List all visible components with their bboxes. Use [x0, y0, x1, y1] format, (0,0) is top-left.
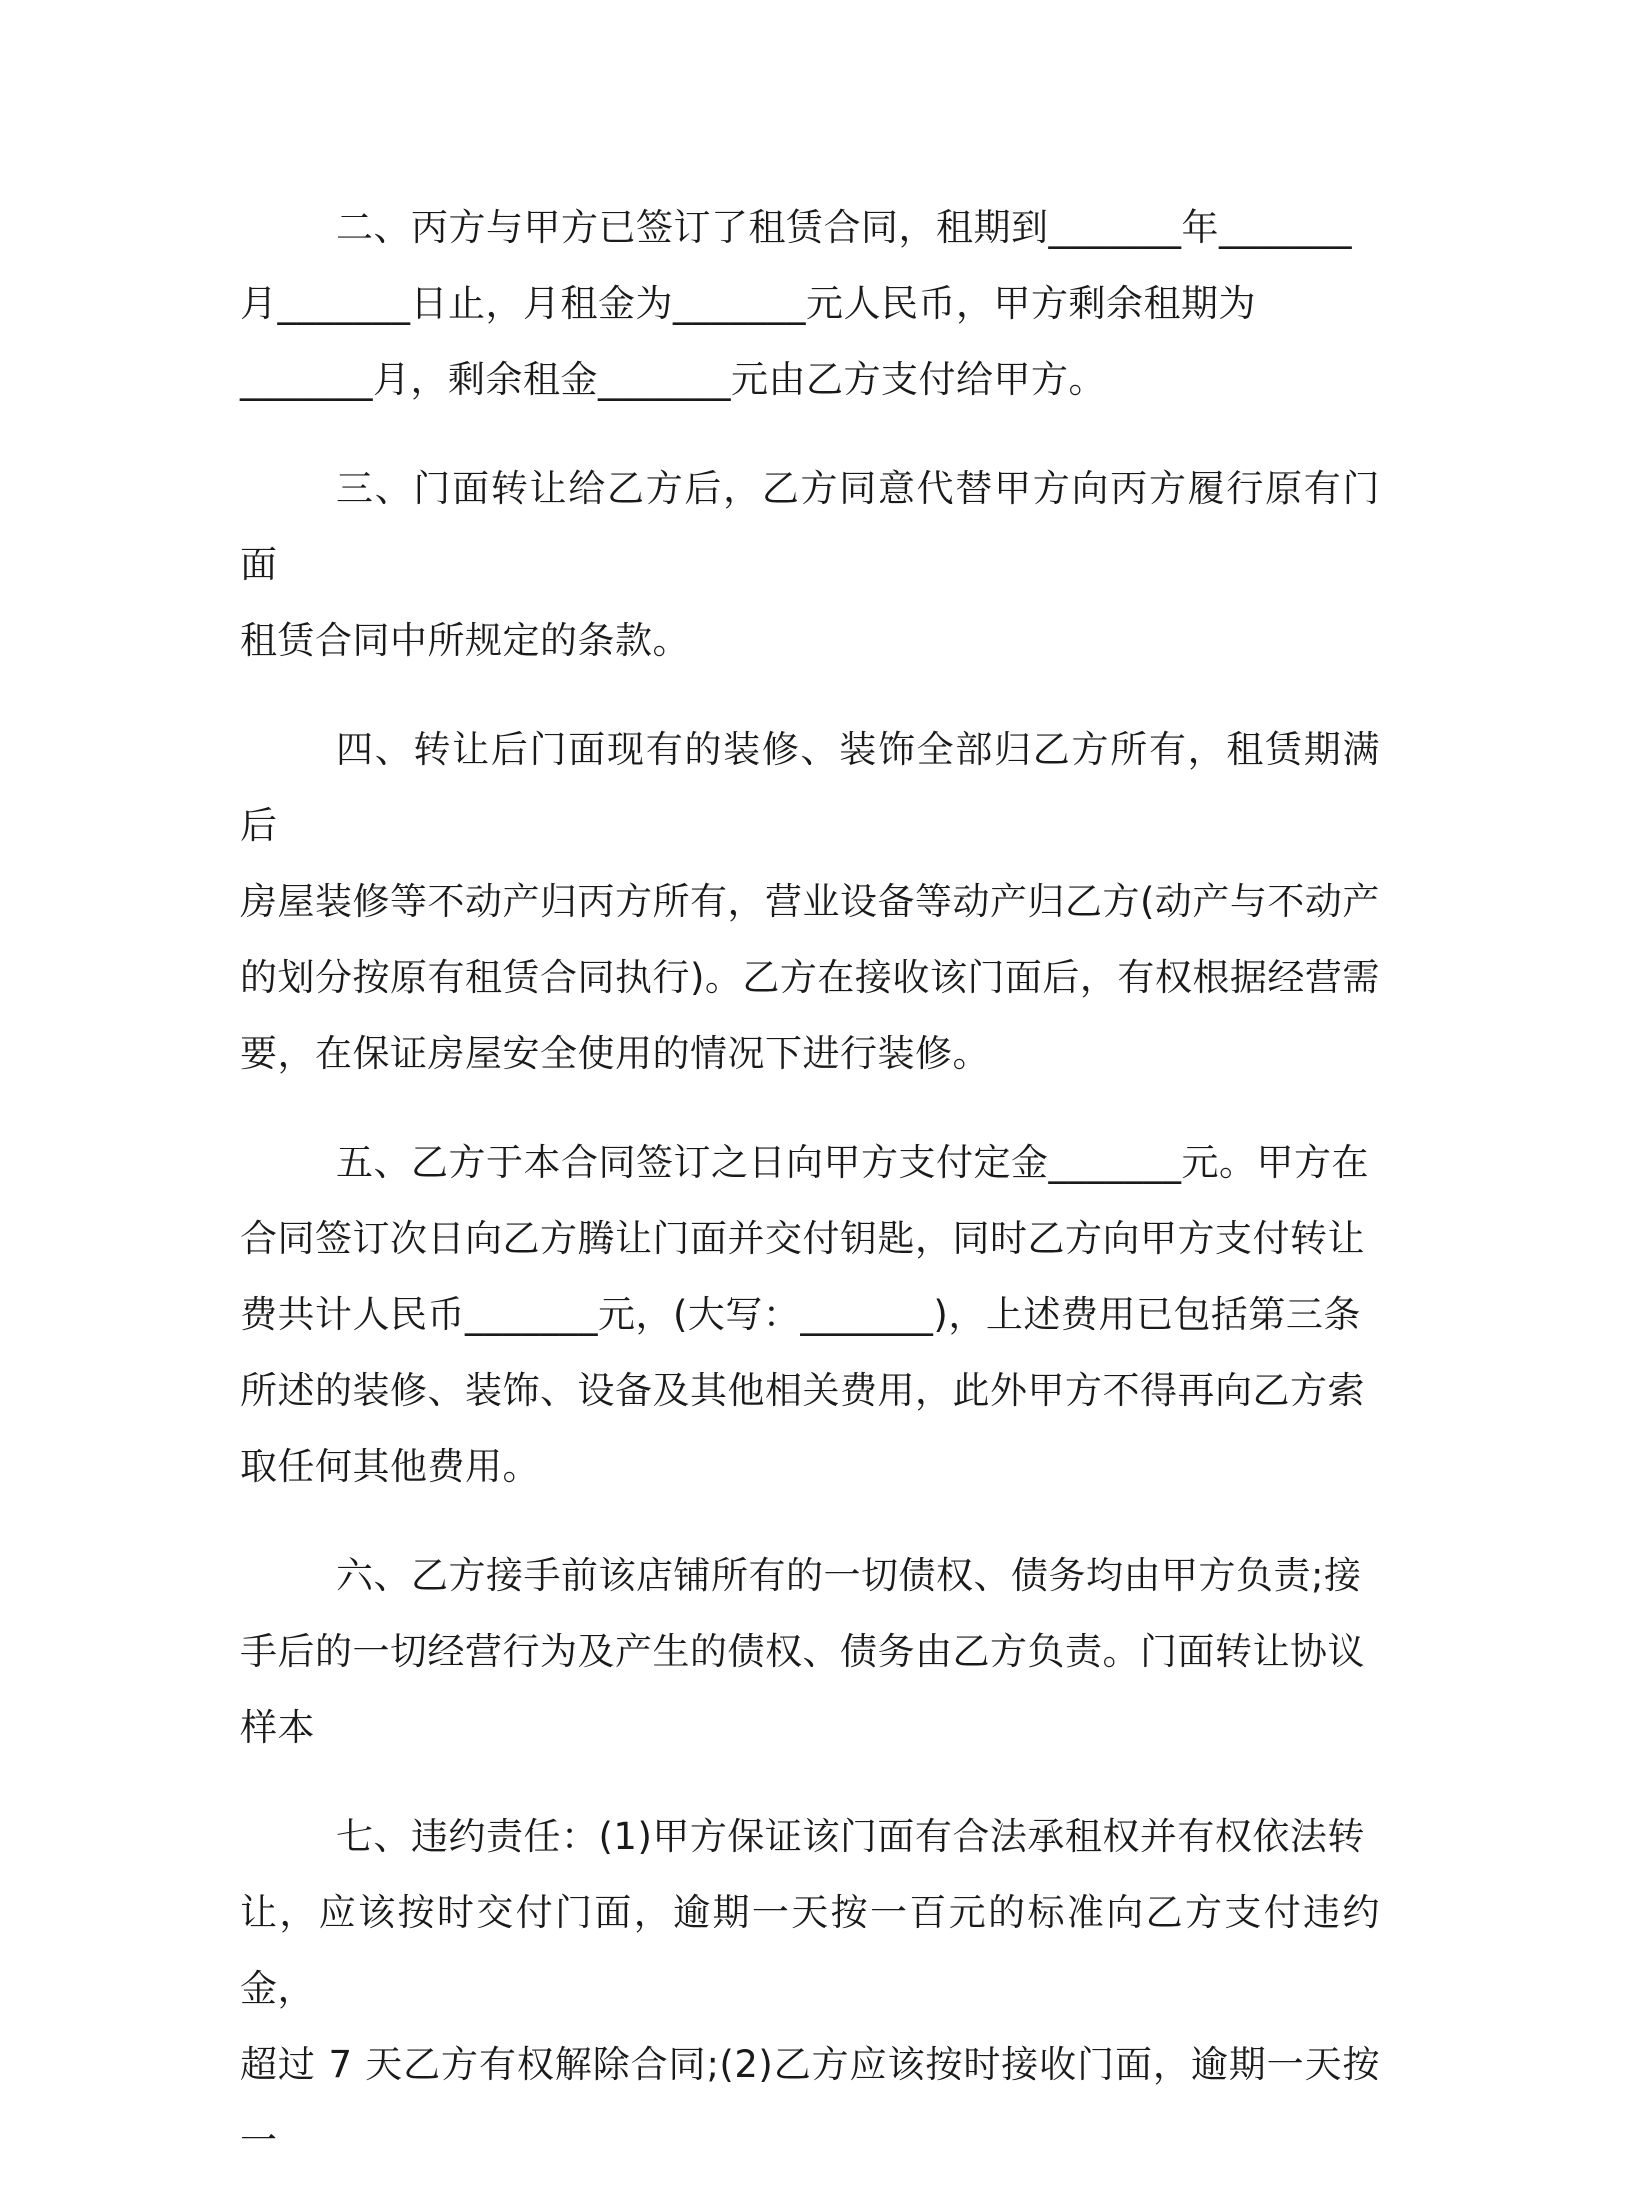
clause-4-line: 房屋装修等不动产归丙方所有，营业设备等动产归乙方(动产与不动产: [240, 880, 1380, 923]
clause-3-line: 租赁合同中所规定的条款。: [240, 619, 690, 662]
clause-7-line: 让，应该按时交付门面，逾期一天按一百元的标准向乙方支付违约金，: [240, 1891, 1380, 2010]
clause-4: [240, 712, 1380, 1092]
clause-7-line: 超过 7 天乙方有权解除合同;(2)乙方应该按时接收门面，逾期一天按一: [240, 2043, 1380, 2162]
clause-5: [240, 1125, 1380, 1505]
clause-4-line: 四、转让后门面现有的装修、装饰全部归乙方所有，租赁期满后: [240, 728, 1380, 847]
clause-5-line: 取任何其他费用。: [240, 1445, 540, 1488]
clause-5-line: 费共计人民币_______元，(大写：_______)，上述费用已包括第三条: [240, 1293, 1361, 1336]
clause-2-line: _______月，剩余租金_______元由乙方支付给甲方。: [240, 358, 1106, 401]
clause-2-line: 月_______日止，月租金为_______元人民币，甲方剩余租期为: [240, 282, 1256, 325]
clause-2: [240, 190, 1380, 418]
clause-4-line: 要，在保证房屋安全使用的情况下进行装修。: [240, 1032, 990, 1075]
clause-5-line: 所述的装修、装饰、设备及其他相关费用，此外甲方不得再向乙方索: [240, 1369, 1365, 1412]
clause-7-line: 七、违约责任：(1)甲方保证该门面有合法承租权并有权依法转: [336, 1815, 1365, 1858]
clause-7: [240, 1799, 1380, 2179]
clause-6-line: 六、乙方接手前该店铺所有的一切债权、债务均由甲方负责;接: [336, 1554, 1362, 1597]
clause-6-line: 样本: [240, 1706, 315, 1749]
clause-4-line: 的划分按原有租赁合同执行)。乙方在接收该门面后，有权根据经营需: [240, 956, 1380, 999]
clause-3-line: 三、门面转让给乙方后，乙方同意代替甲方向丙方履行原有门面: [240, 467, 1380, 586]
clause-2-line: 二、丙方与甲方已签订了租赁合同，租期到_______年_______: [336, 206, 1352, 249]
clause-6: [240, 1538, 1380, 1766]
clause-5-line: 五、乙方于本合同签订之日向甲方支付定金_______元。甲方在: [336, 1141, 1369, 1184]
clause-6-line: 手后的一切经营行为及产生的债权、债务由乙方负责。门面转让协议: [240, 1630, 1365, 1673]
document-page: [240, 190, 1380, 2212]
clause-5-line: 合同签订次日向乙方腾让门面并交付钥匙，同时乙方向甲方支付转让: [240, 1217, 1365, 1260]
clause-3: [240, 451, 1380, 679]
